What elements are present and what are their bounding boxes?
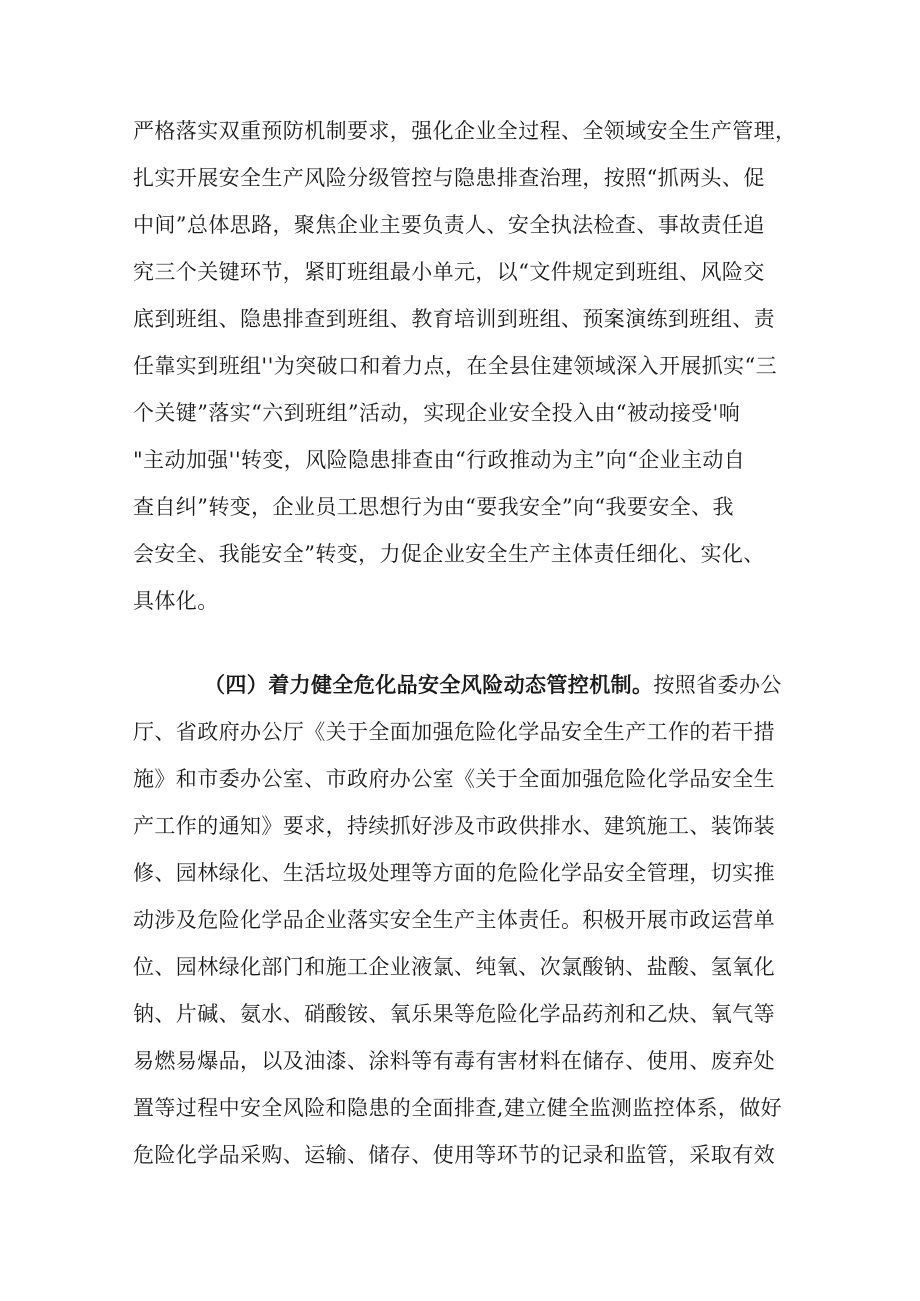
paragraph-2-line-11: 危险化学品采购、运输、储存、使用等环节的记录和监管，采取有效 [133, 1143, 775, 1167]
paragraph-2-line-8: 钠、片碱、氨水、硝酸铵、氧乐果等危险化学品药剂和乙炔、氧气等 [133, 1002, 775, 1026]
paragraph-1-line-10: 会安全、我能安全”转变，力促企业安全生产主体责任细化、实化、 [133, 542, 765, 566]
paragraph-2-first-line-text: 按照省委办公 [653, 673, 782, 697]
paragraph-2-line-2: 厅、省政府办公厅《关于全面加强危险化学品安全生产工作的若干措 [133, 720, 775, 744]
paragraph-1-line-11: 具体化。 [133, 589, 219, 613]
paragraph-1-line-9: 查自纠”转变，企业员工思想行为由“要我安全”向“我要安全、我 [133, 495, 734, 519]
paragraph-2-line-4: 产工作的通知》要求，持续抓好涉及市政供排水、建筑施工、装饰装 [133, 814, 775, 838]
paragraph-1-line-7: 个关键”落实“六到班组”活动，实现企业安全投入由“被动接受'响 [133, 401, 741, 425]
paragraph-1-line-8: "主动加强''转变，风险隐患排查由“行政推动为主”向“企业主动自 [133, 448, 746, 472]
paragraph-1-line-1: 严格落实双重预防机制要求，强化企业全过程、全领域安全生产管理， [133, 119, 797, 143]
paragraph-2-line-10: 置等过程中安全风险和隐患的全面排查,建立健全监测监控体系，做好 [133, 1096, 783, 1120]
paragraph-2-line-7: 位、园林绿化部门和施工企业液氯、纯氧、次氯酸钠、盐酸、氢氧化 [133, 955, 775, 979]
paragraph-1-line-5: 底到班组、隐患排查到班组、教育培训到班组、预案演练到班组、责 [133, 307, 775, 331]
paragraph-2-line-6: 动涉及危险化学品企业落实安全生产主体责任。积极开展市政运营单 [133, 908, 775, 932]
paragraph-1-line-2: 扎实开展安全生产风险分级管控与隐患排查治理，按照“抓两头、促 [133, 166, 765, 190]
paragraph-1-line-4: 究三个关键环节，紧盯班组最小单元，以“文件规定到班组、风险交 [133, 260, 765, 284]
paragraph-2-line-9: 易燃易爆品，以及油漆、涂料等有毒有害材料在储存、使用、废弃处 [133, 1049, 775, 1073]
paragraph-2-first-line [204, 672, 804, 698]
paragraph-2-line-5: 修、园林绿化、生活垃圾处理等方面的危险化学品安全管理，切实推 [133, 861, 775, 885]
paragraph-1-line-3: 中间”总体思路，聚焦企业主要负责人、安全执法检查、事故责任追 [133, 213, 765, 237]
paragraph-1-line-6: 任靠实到班组''为突破口和着力点，在全县住建领域深入开展抓实“三 [133, 354, 778, 378]
paragraph-2-line-3: 施》和市委办公室、市政府办公室《关于全面加强危险化学品安全生 [133, 767, 775, 791]
section-heading: （四）着力健全危化品安全风险动态管控机制。 [204, 672, 654, 697]
